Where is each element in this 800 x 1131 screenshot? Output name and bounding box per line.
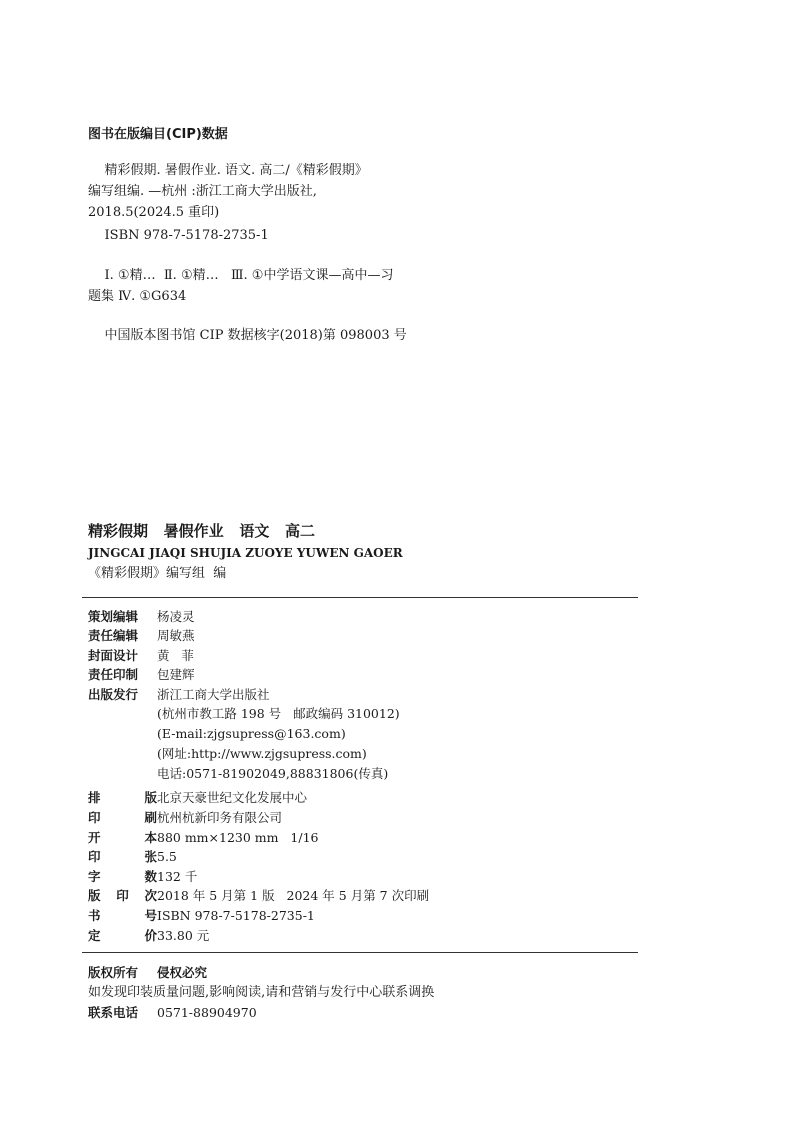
divider <box>82 597 638 598</box>
book-title: 精彩假期 暑假作业 语文 高二 <box>88 522 316 540</box>
spec-label-char: 字 <box>88 869 101 884</box>
spec-value: 杭州杭新印务有限公司 <box>157 810 283 825</box>
spec-label-char: 刷 <box>144 810 157 825</box>
spec-label <box>88 908 157 924</box>
publisher-detail: (E-mail:zjgsupress@163.com) <box>157 726 346 741</box>
cip-line: ISBN 978-7-5178-2735-1 <box>88 228 269 243</box>
spec-label-char: 排 <box>88 790 101 805</box>
quality-notice: 如发现印装质量问题,影响阅读,请和营销与发行中心联系调换 <box>88 985 435 1000</box>
spec-label-char: 版 <box>144 790 157 805</box>
cip-class-line: Ⅰ. ①精… Ⅱ. ①精… Ⅲ. ①中学语文课—高中—习 <box>88 268 394 283</box>
spec-row <box>88 790 307 806</box>
cip-line: 精彩假期. 暑假作业. 语文. 高二/《精彩假期》 <box>88 163 368 178</box>
spec-label-char: 印 <box>88 849 101 864</box>
divider <box>82 952 638 953</box>
spec-label <box>88 849 157 865</box>
phone-label: 联系电话 <box>88 1005 139 1020</box>
spec-label <box>88 830 157 846</box>
credit-value: 黄 菲 <box>157 648 194 663</box>
spec-label-char: 定 <box>88 928 101 943</box>
credit-label: 策划编辑 <box>88 609 139 624</box>
publisher-detail: (杭州市教工路 198 号 邮政编码 310012) <box>157 706 400 721</box>
spec-value: 5.5 <box>157 849 177 864</box>
spec-label-char: 次 <box>144 888 157 903</box>
rights-value: 侵权必究 <box>157 965 208 980</box>
spec-label-char: 本 <box>144 830 157 845</box>
spec-label-char: 数 <box>144 869 157 884</box>
credit-row <box>88 628 195 644</box>
spec-label <box>88 790 157 806</box>
spec-label <box>88 869 157 885</box>
cip-record-number: 中国版本图书馆 CIP 数据核字(2018)第 098003 号 <box>88 328 407 343</box>
spec-row <box>88 830 319 846</box>
spec-label <box>88 928 157 944</box>
spec-value: 北京天豪世纪文化发展中心 <box>157 790 308 805</box>
spec-value: ISBN 978-7-5178-2735-1 <box>157 908 315 923</box>
spec-label-char: 开 <box>88 830 101 845</box>
spec-label-char: 印 <box>88 810 101 825</box>
spec-label-char: 书 <box>88 908 101 923</box>
credit-row <box>88 667 195 683</box>
credit-label: 出版发行 <box>88 687 139 702</box>
credit-row <box>88 609 195 625</box>
credit-label: 责任编辑 <box>88 628 139 643</box>
spec-label-char: 号 <box>144 908 157 923</box>
spec-row <box>88 810 282 826</box>
credit-value: 杨凌灵 <box>157 609 195 624</box>
credit-row <box>88 648 194 664</box>
spec-row <box>88 849 177 865</box>
spec-label-char: 张 <box>144 849 157 864</box>
cip-heading: 图书在版编目(CIP)数据 <box>88 127 228 142</box>
cip-line: 编写组编. —杭州 :浙江工商大学出版社, <box>88 184 317 199</box>
spec-label <box>88 810 157 826</box>
spec-value: 2018 年 5 月第 1 版 2024 年 5 月第 7 次印刷 <box>157 888 430 903</box>
spec-value: 880 mm×1230 mm 1/16 <box>157 830 319 845</box>
rights-label: 版权所有 <box>88 965 139 980</box>
spec-label-char: 版 <box>88 888 101 903</box>
credit-value: 包建辉 <box>157 667 195 682</box>
spec-row <box>88 908 315 924</box>
spec-label-char: 印 <box>116 888 129 903</box>
phone-value: 0571-88904970 <box>157 1005 257 1020</box>
spec-label <box>88 888 157 904</box>
rights-row <box>88 965 207 981</box>
cip-class-line: 题集 Ⅳ. ①G634 <box>88 289 187 304</box>
cip-line: 2018.5(2024.5 重印) <box>88 205 220 220</box>
credit-value: 周敏燕 <box>157 628 195 643</box>
book-pinyin: JINGCAI JIAQI SHUJIA ZUOYE YUWEN GAOER <box>88 546 403 560</box>
spec-row <box>88 869 197 885</box>
credit-label: 责任印制 <box>88 667 139 682</box>
publisher-detail: (网址:http://www.zjgsupress.com) <box>157 746 367 761</box>
credit-value: 浙江工商大学出版社 <box>157 687 270 702</box>
credit-row <box>88 687 270 703</box>
spec-label-char: 价 <box>144 928 157 943</box>
phone-row <box>88 1005 257 1021</box>
spec-row <box>88 928 209 944</box>
spec-value: 33.80 元 <box>157 928 210 943</box>
credit-label: 封面设计 <box>88 648 139 663</box>
publisher-detail: 电话:0571-81902049,88831806(传真) <box>157 766 389 781</box>
spec-value: 132 千 <box>157 869 198 884</box>
spec-row <box>88 888 429 904</box>
book-editor: 《精彩假期》编写组 编 <box>88 566 227 581</box>
